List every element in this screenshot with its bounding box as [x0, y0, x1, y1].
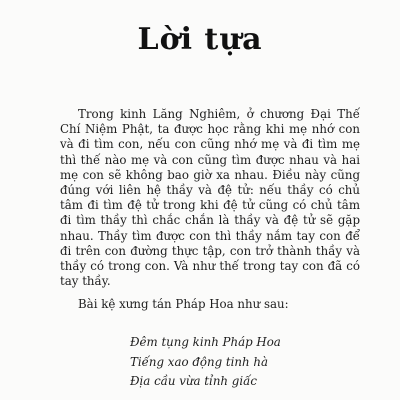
- verse-intro: Bài kệ xưng tán Pháp Hoa như sau:: [78, 297, 289, 311]
- verse-line: Địa cầu vừa tỉnh giấc: [130, 374, 257, 388]
- preface-paragraph-block: [60, 107, 360, 289]
- verse-block: [130, 333, 370, 392]
- verse-line: Đêm tụng kinh Pháp Hoa: [130, 335, 281, 349]
- verse-line: Tiếng xao động tinh hà: [130, 354, 268, 369]
- page-title: Lời tựa: [137, 22, 263, 57]
- preface-paragraph: Trong kinh Lăng Nghiêm, ở chương Đại Thế Chí Niệm Phật, ta được học rằng khi mẹ nhớ con và đi tìm con, nếu con cũng nhớ mẹ và đi tìm mẹ thì thế nào mẹ và con cũng tìm được nhau và hai mẹ con sẽ không bao giờ xa nhau. Điều này cũng đúng với liên hệ thầy và đệ tử: nếu thầy có chủ tâm đi tìm đệ tử trong khi đệ tử cũng có chủ tâm đi tìm thầy thì chắc chắn là thầy và đệ tử sẽ gặp nhau. Thầy tìm được con thì thầy nắm tay con để đi trên con đường thực tập, con trở thành thầy và thầy có trong con. Và như thế trong tay con đã có tay thầy.: [60, 107, 360, 289]
